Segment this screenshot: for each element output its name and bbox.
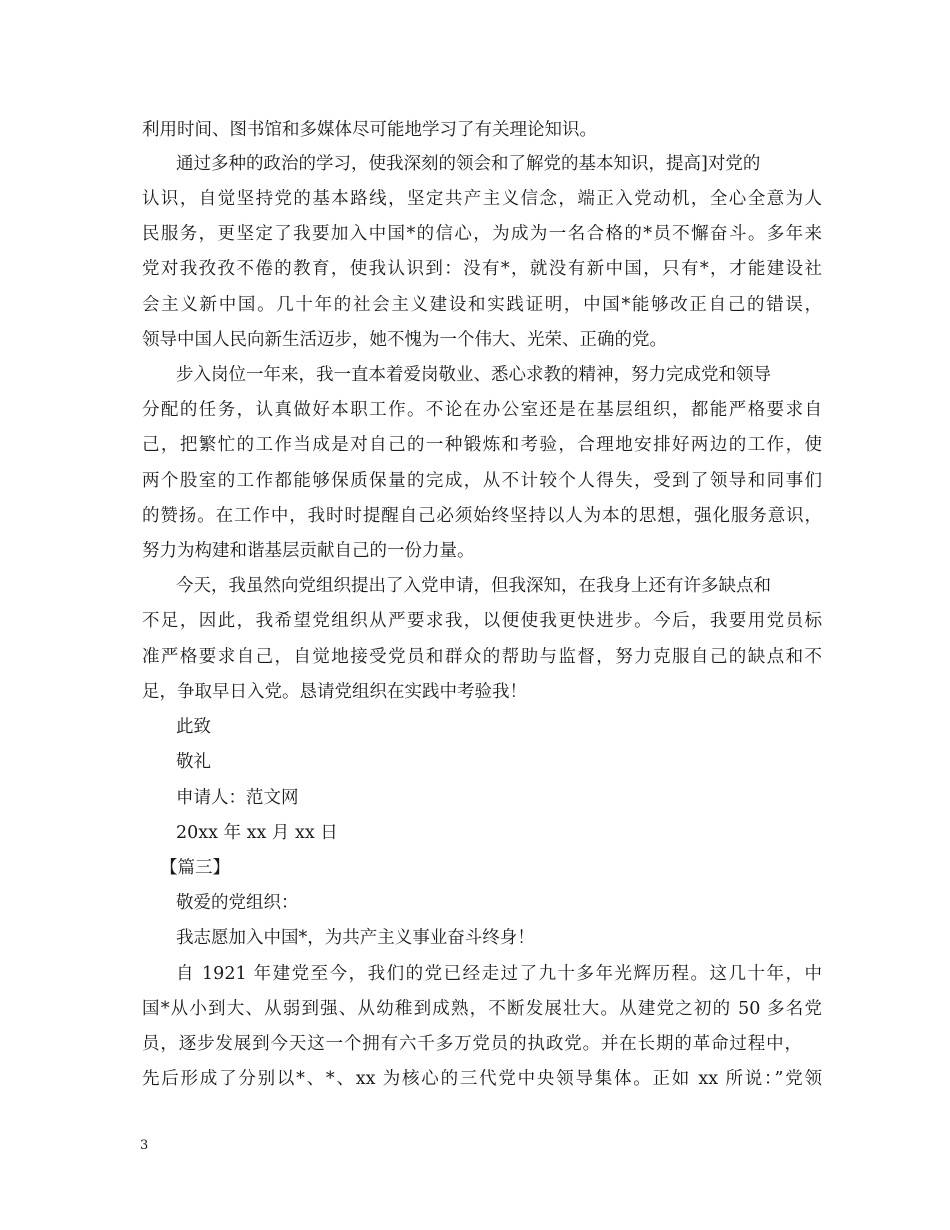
page-number: 3 [140, 1138, 149, 1153]
text-line: 准严格要求自己，自觉地接受党员和群众的帮助与监督，努力克服自己的缺点和不 [142, 647, 822, 667]
applicant-line: 申请人：范文网 [176, 788, 299, 808]
text-line: 先后形成了分别以*、*、xx 为核心的三代党中央领导集体。正如 xx 所说：”党领 [142, 1069, 822, 1089]
text-line: 足，争取早日入党。恳请党组织在实践中考验我！ [142, 682, 527, 702]
text-line: 领导中国人民向新生活迈步，她不愧为一个伟大、光荣、正确的党。 [142, 330, 667, 350]
date-line: 20xx 年 xx 月 xx 日 [176, 823, 338, 843]
section-heading: 【篇三】 [160, 858, 230, 878]
text-line: 利用时间、图书馆和多媒体尽可能地学习了有关理论知识。 [142, 120, 597, 140]
text-line: 认识，自觉坚持党的基本路线，坚定共产主义信念，端正入党动机，全心全意为人 [142, 189, 822, 209]
text-line: 分配的任务，认真做好本职工作。不论在办公室还是在基层组织，都能严格要求自 [142, 400, 822, 420]
text-line: 两个股室的工作都能够保质保量的完成，从不计较个人得失，受到了领导和同事们 [142, 471, 822, 491]
text-line: 努力为构建和谐基层贡献自己的一份力量。 [142, 541, 475, 561]
text-line: 己，把繁忙的工作当成是对自己的一种锻炼和考验，合理地安排好两边的工作，使 [142, 435, 822, 455]
text-line: 通过多种的政治的学习，使我深刻的领会和了解党的基本知识，提高]对党的 [176, 154, 761, 174]
text-line: 员，逐步发展到今天这一个拥有六千多万党员的执政党。并在长期的革命过程中， [142, 1034, 802, 1054]
text-line: 国*从小到大、从弱到强、从幼稚到成熟，不断发展壮大。从建党之初的 50 多名党 [142, 999, 822, 1019]
greeting-line: 敬爱的党组织： [176, 893, 299, 913]
text-line: 民服务，更坚定了我要加入中国*的信心，为成为一名合格的*员不懈奋斗。多年来 [142, 224, 822, 244]
text-line: 今天，我虽然向党组织提出了入党申请，但我深知，在我身上还有许多缺点和 [176, 576, 771, 596]
text-line: 我志愿加入中国*，为共产主义事业奋斗终身！ [176, 928, 535, 948]
text-line: 的赞扬。在工作中，我时时提醒自己必须始终坚持以人为本的思想，强化服务意识， [142, 506, 822, 526]
text-line: 不足，因此，我希望党组织从严要求我，以便使我更快进步。今后，我要用党员标 [142, 611, 822, 631]
text-line: 会主义新中国。几十年的社会主义建设和实践证明，中国*能够改正自己的错误， [142, 295, 822, 315]
closing-line: 此致 [176, 717, 211, 737]
salutation-line: 敬礼 [176, 752, 211, 772]
text-line: 党对我孜孜不倦的教育，使我认识到：没有*，就没有新中国，只有*，才能建设社 [142, 259, 822, 279]
text-line: 步入岗位一年来，我一直本着爱岗敬业、悉心求教的精神，努力完成党和领导 [176, 365, 771, 385]
text-line: 自 1921 年建党至今，我们的党已经走过了九十多年光辉历程。这几十年，中 [176, 964, 822, 984]
